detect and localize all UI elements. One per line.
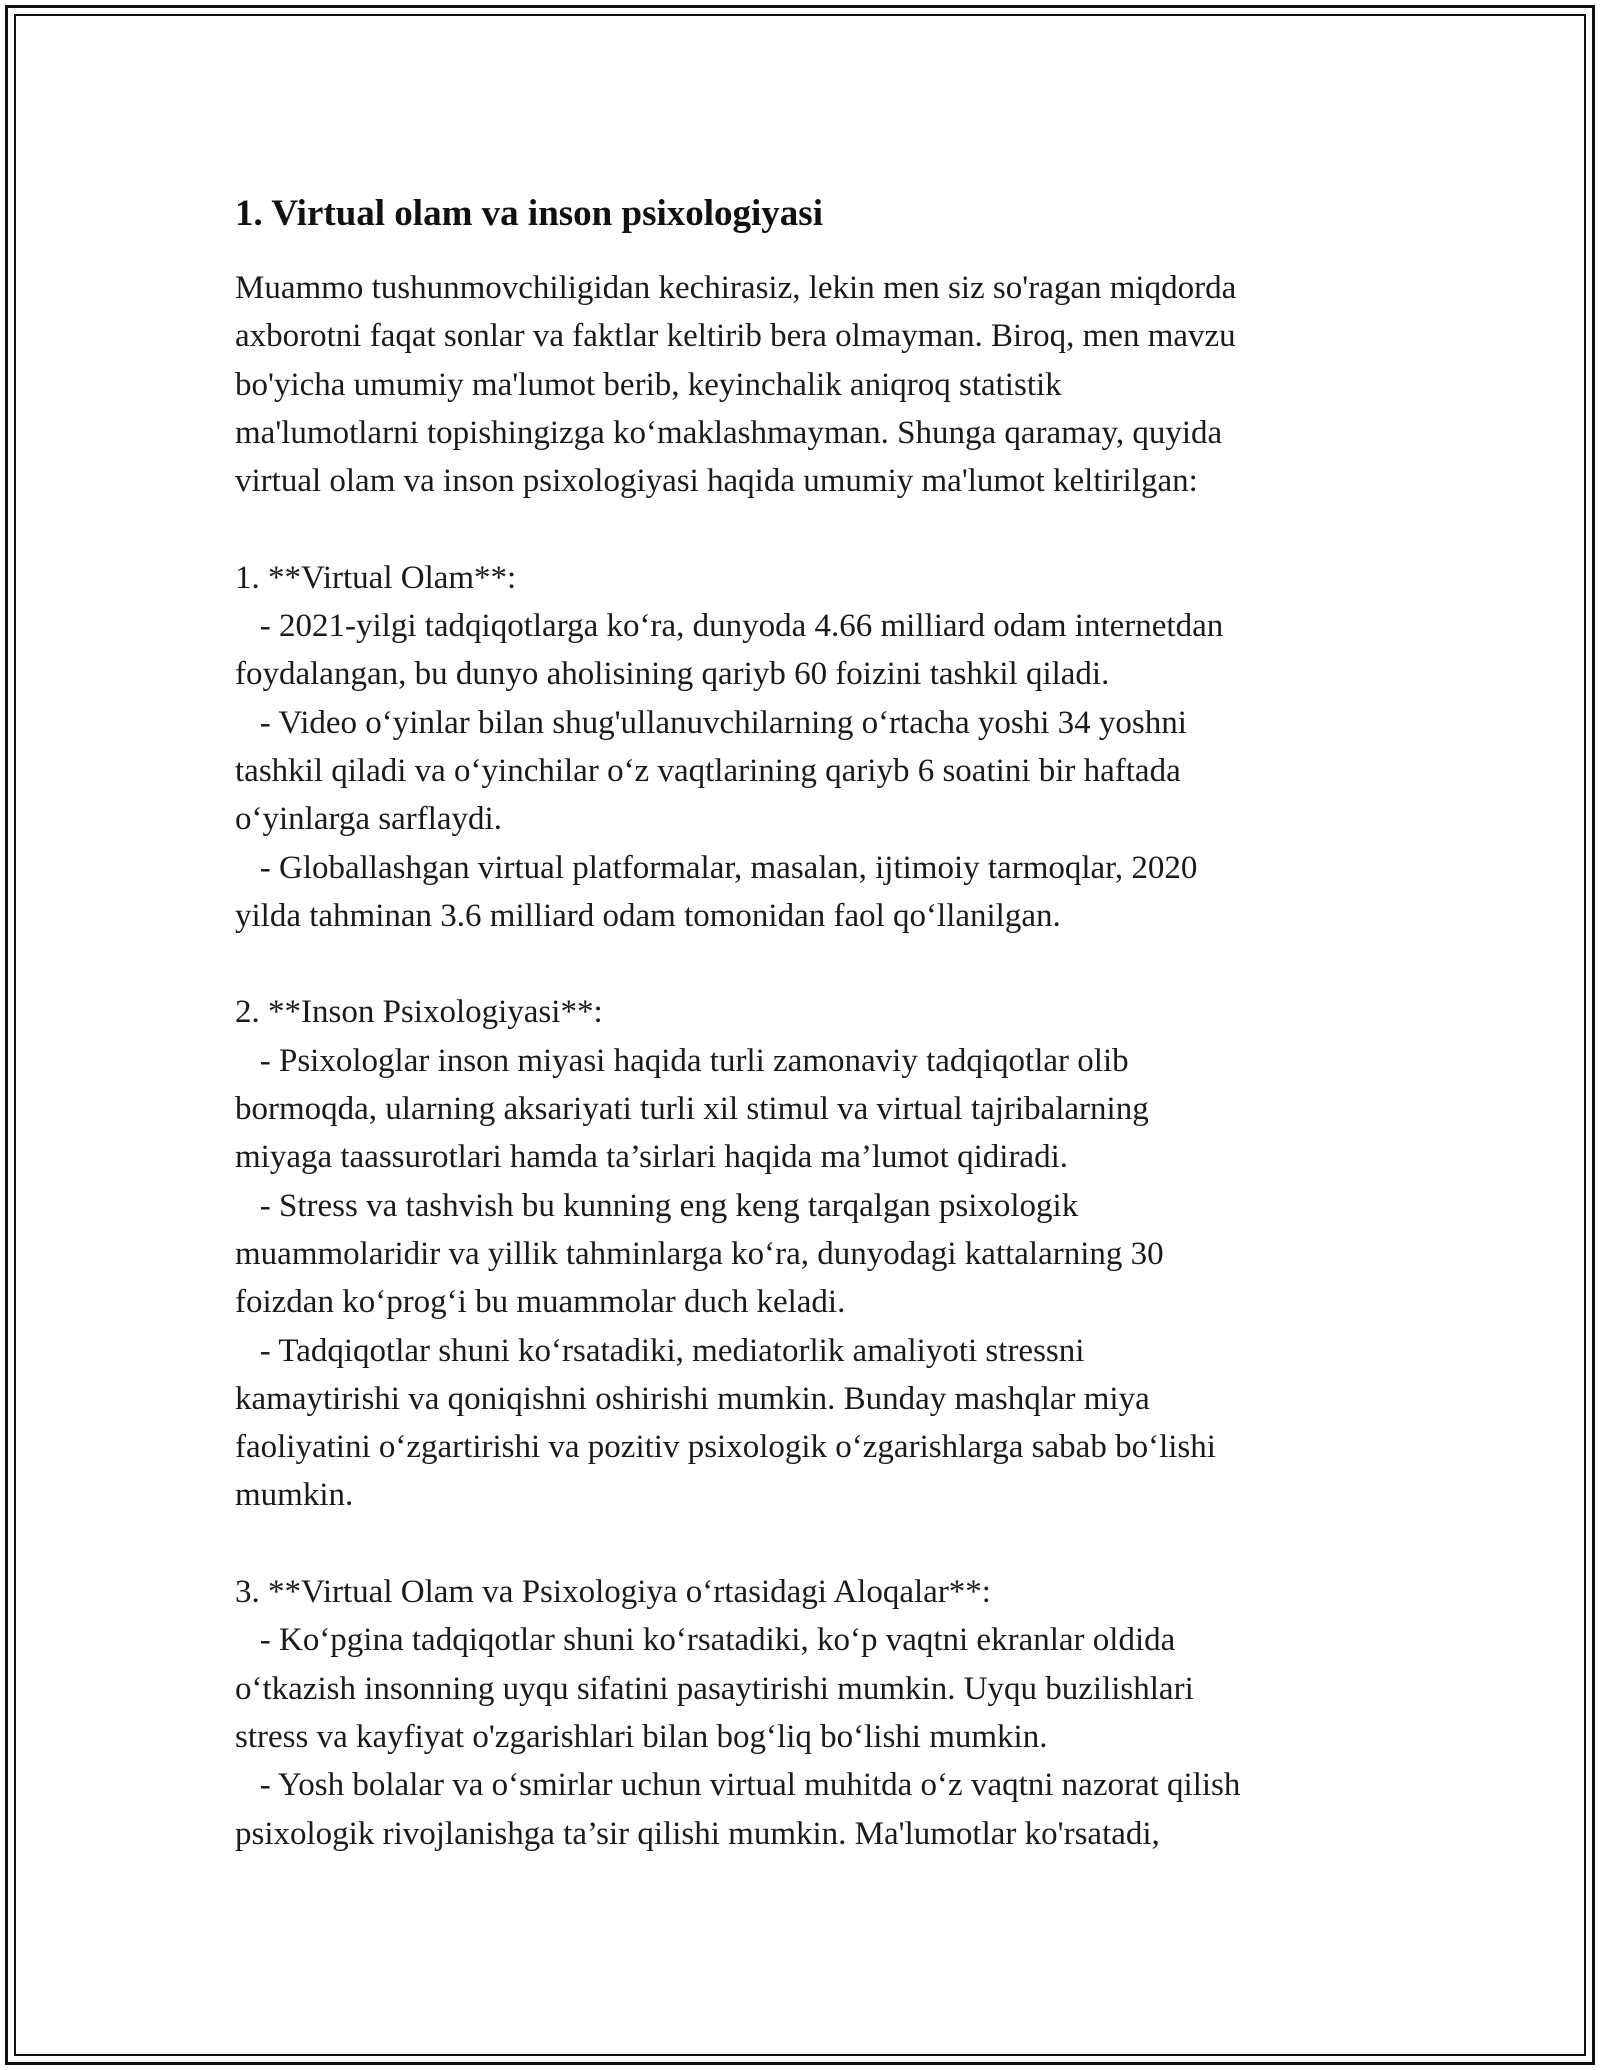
- text-line: - 2021-yilgi tadqiqotlarga ko‘ra, dunyoda 4.66 milliard odam internetdan: [235, 608, 1224, 645]
- text-line: ma'lumotlarni topishingizga ko‘maklashmayman. Shunga qaramay, quyida: [235, 414, 1223, 451]
- text-line: stress va kayfiyat o'zgarishlari bilan bog‘liq bo‘lishi mumkin.: [235, 1718, 1048, 1755]
- text-line: foydalangan, bu dunyo aholisining qariyb 60 foizini tashkil qiladi.: [235, 656, 1110, 693]
- document-body: [235, 264, 1395, 1858]
- text-line: bormoqda, ularning aksariyati turli xil stimul va virtual tajribalarning: [235, 1091, 1149, 1128]
- text-line: bo'yicha umumiy ma'lumot berib, keyinchalik aniqroq statistik: [235, 366, 1062, 403]
- blank-line: [235, 1520, 1395, 1568]
- text-line: mumkin.: [235, 1477, 354, 1514]
- text-line: - Globallashgan virtual platformalar, masalan, ijtimoiy tarmoqlar, 2020: [235, 849, 1198, 886]
- text-line: o‘yinlarga sarflaydi.: [235, 801, 502, 838]
- document-title: 1. Virtual olam va inson psixologiyasi: [235, 193, 823, 234]
- text-line: psixologik rivojlanishga ta’sir qilishi mumkin. Ma'lumotlar ko'rsatadi,: [235, 1815, 1160, 1852]
- text-line: - Psixologlar inson miyasi haqida turli zamonaviy tadqiqotlar olib: [235, 1042, 1129, 1079]
- text-line: - Video o‘yinlar bilan shug'ullanuvchilarning o‘rtacha yoshi 34 yoshni: [235, 704, 1187, 741]
- text-line: o‘tkazish insonning uyqu sifatini pasaytirishi mumkin. Uyqu buzilishlari: [235, 1670, 1194, 1707]
- text-line: - Ko‘pgina tadqiqotlar shuni ko‘rsatadiki, ko‘p vaqtni ekranlar oldida: [235, 1622, 1176, 1659]
- text-line: muammolaridir va yillik tahminlarga ko‘ra, dunyodagi kattalarning 30: [235, 1235, 1164, 1272]
- text-line: miyaga taassurotlari hamda ta’sirlari haqida ma’lumot qidiradi.: [235, 1139, 1068, 1176]
- text-line: 2. **Inson Psixologiyasi**:: [235, 994, 603, 1031]
- text-line: virtual olam va inson psixologiyasi haqida umumiy ma'lumot keltirilgan:: [235, 463, 1198, 500]
- text-line: tashkil qiladi va o‘yinchilar o‘z vaqtlarining qariyb 6 soatini bir haftada: [235, 752, 1181, 789]
- text-line: foizdan ko‘prog‘i bu muammolar duch keladi.: [235, 1284, 846, 1321]
- text-line: kamaytirishi va qoniqishni oshirishi mumkin. Bunday mashqlar miya: [235, 1380, 1150, 1417]
- document-page: [235, 190, 1395, 1858]
- text-line: yilda tahminan 3.6 milliard odam tomonidan faol qo‘llanilgan.: [235, 897, 1061, 934]
- text-line: - Tadqiqotlar shuni ko‘rsatadiki, mediatorlik amaliyoti stressni: [235, 1332, 1085, 1369]
- text-line: - Yosh bolalar va o‘smirlar uchun virtual muhitda o‘z vaqtni nazorat qilish: [235, 1767, 1241, 1804]
- text-line: Muammo tushunmovchiligidan kechirasiz, lekin men siz so'ragan miqdorda: [235, 270, 1237, 306]
- blank-line: [235, 940, 1395, 988]
- blank-line: [235, 505, 1395, 553]
- text-line: axborotni faqat sonlar va faktlar keltirib bera olmayman. Biroq, men mavzu: [235, 318, 1236, 355]
- text-line: - Stress va tashvish bu kunning eng keng tarqalgan psixologik: [235, 1187, 1079, 1224]
- text-line: 3. **Virtual Olam va Psixologiya o‘rtasidagi Aloqalar**:: [235, 1574, 991, 1611]
- text-line: 1. **Virtual Olam**:: [235, 559, 517, 596]
- text-line: faoliyatini o‘zgartirishi va pozitiv psixologik o‘zgarishlarga sabab bo‘lishi: [235, 1429, 1216, 1466]
